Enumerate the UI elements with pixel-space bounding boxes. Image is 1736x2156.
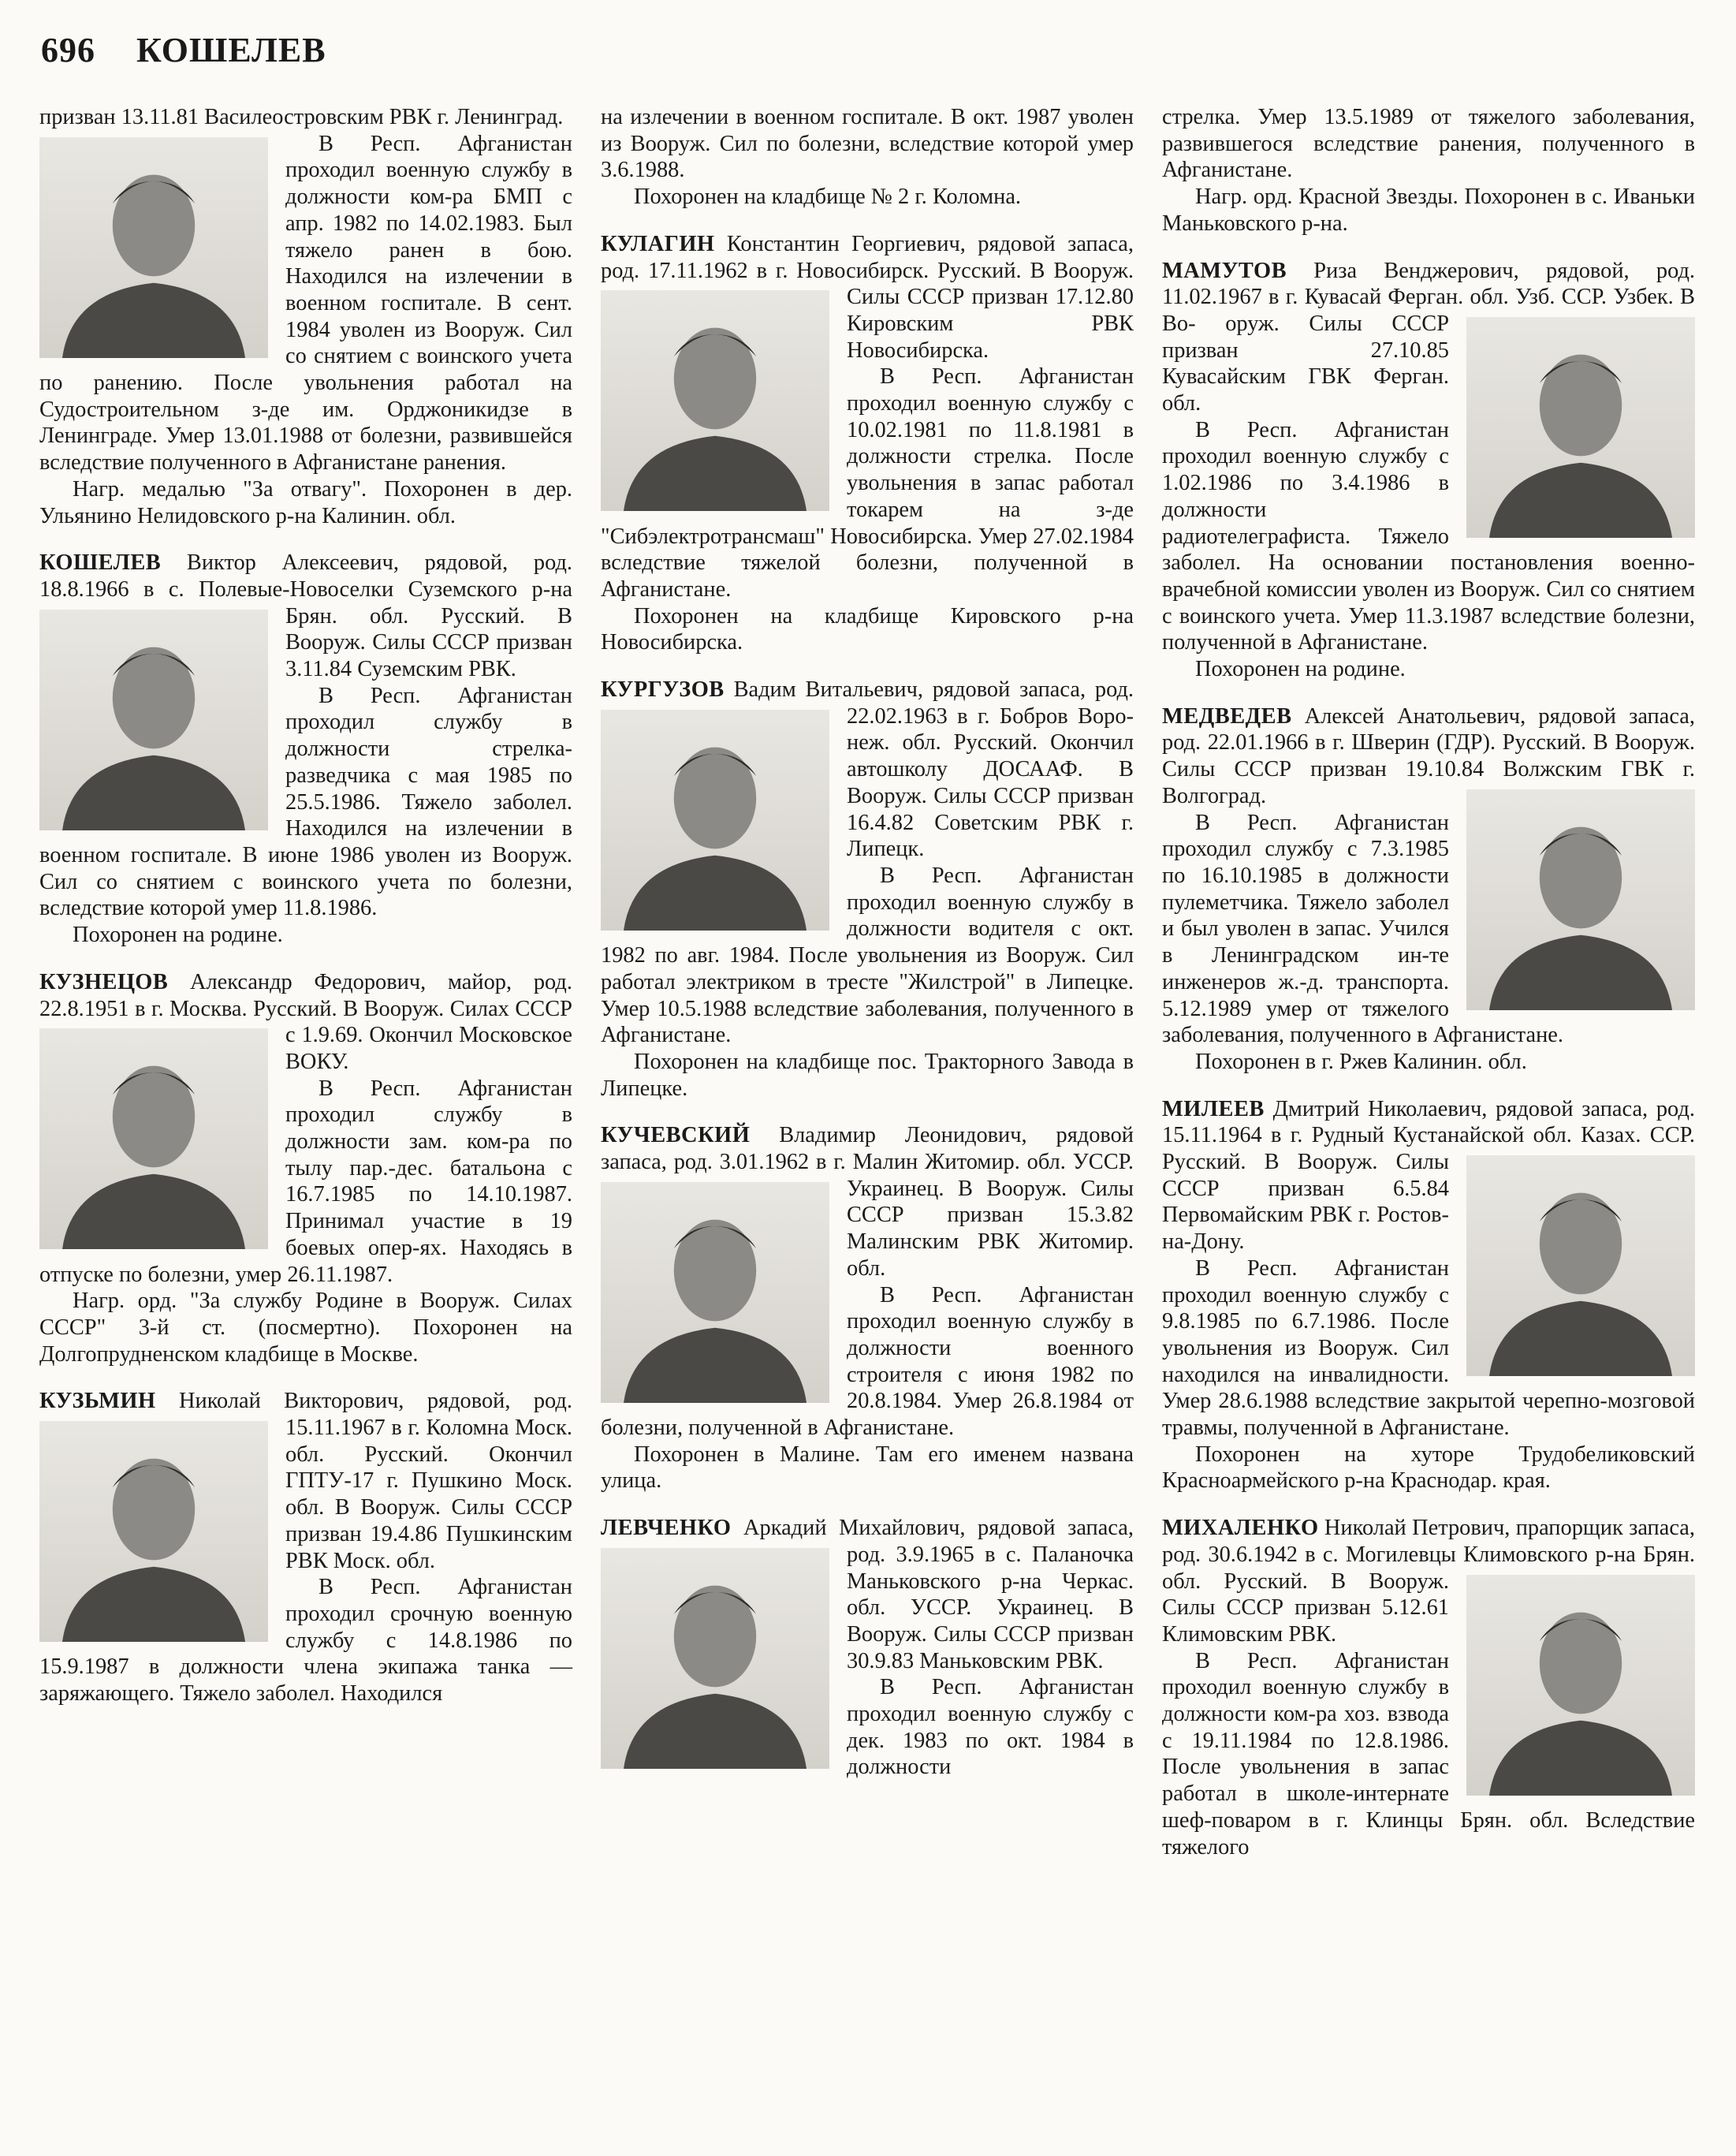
intro-text-continued: Брян. обл. Русский. В Вооруж. Силы СССР призван 5.12.61 Климовским РВК. [1162,1542,1695,1647]
intro-text: Владимир Леонидович, рядовой запаса, род. 3.01.1962 в г. Малин [601,1123,1134,1175]
intro-text: Александр Федорович, майор, род. 22.8.1951 в г. Москва. Русский. В Вооруж. [39,969,572,1021]
intro-text: стрелка. Умер 13.5.1989 от тяжелого заболевания, развившегося вследствие ранения, полученного в Афганистане. [1162,105,1695,183]
entry-paragraph: В Респ. Афганистан проходил службу в должности зам. ком-ра по тылу пар.-дес. батальона с 16.7.1985 по 14.10.1987. Принимал участие в 19 боевых опер-ях. Находясь в отпуске по болезни, умер 26.11.1987. [39,1076,572,1287]
entry-paragraph: В Респ. Афганистан проходил военную службу в должности ком-ра БМП с апр. 1982 по 14.02.1983. Был тяжело ранен в бою. Находился на излечении в военном госпитале. В сент. 1984 уволен из Вооруж. Сил со снятием с воинского учета по ранению. После увольнения работал на Судостроительном з-де им. Орджоникидзе в Ленинграде. Умер 13.01.1988 от болезни, развившейся вследствие полученного в Афганистане ранения. [39,131,572,476]
biography-entry [39,550,572,949]
intro-text-continued: Суземского р-на Брян. обл. Русский. В Вооруж. Силы СССР призван 3.11.84 Суземским РВК. [285,576,572,682]
surname: МАМУТОВ [1162,258,1287,283]
intro-text: Николай Петрович, прапорщик запаса, род. 30.6.1942 в с. Могилевцы Климовского р-на [1162,1516,1695,1567]
entry-paragraph: Похоронен на хуторе Трудобеликовский Красноармейского р-на Краснодар. края. [1162,1442,1695,1494]
intro-text-continued: обл. Русский. Окончил ГПТУ-17 г. Пушкино Моск. обл. В Вооруж. Силы СССР призван 19.4.86 Пушкинским РВК Моск. обл. [285,1442,572,1573]
portrait-photo [1466,1575,1695,1796]
intro-text: Вадим Витальевич, рядовой запаса, род. 22.02.1963 в г. Бобров Воро- [733,677,1134,729]
entry-paragraph: Похоронен на кладбище Кировского р-на Новосибирска. [601,603,1134,655]
entry-paragraph: Нагр. орд. "За службу Родине в Вооруж. Силах СССР" 3-й ст. (посмертно). Похоронен на Долгопрудненском кладбище в Москве. [39,1289,572,1367]
entry-intro [1162,104,1695,184]
portrait-photo [601,1182,829,1403]
entry-intro [1162,703,1695,810]
entry-intro [1162,1096,1695,1255]
intro-text: Аркадий Михайлович, рядовой [743,1516,1056,1541]
intro-text-continued: запаса, род. 3.9.1965 в с. Паланочка Маньковского р-на Черкас. обл. УССР. Украинец. В Вооруж. Силы СССР призван 30.9.83 Маньковским РВК. [847,1516,1134,1673]
intro-text: Дмитрий Николаевич, рядовой запаса, род. 15.11.1964 в г. Рудный Кустанайской обл. Казах. [1162,1096,1695,1148]
surname: ЛЕВЧЕНКО [601,1516,732,1541]
entry-paragraph: Похоронен на родине. [73,923,283,948]
column-3 [1162,104,1695,1860]
intro-text: на излечении в военном госпитале. В окт. 1987 уволен из Вооруж. Сил по болезни, вследствие которой умер 3.6.1988. [601,105,1134,183]
entry-intro [39,104,572,131]
biography-entry [1162,703,1695,1076]
biography-entry [39,1388,572,1707]
portrait-photo [1466,1155,1695,1376]
entry-paragraph: В Респ. Афганистан проходил военную службу с 10.02.1981 по 11.8.1981 в должности стрелка. После увольнения в запас работал токарем на з-де "Сибэлектротрансмаш" Новосибирска. Умер 27.02.1984 вследствие тяжелой болезни, полученной в Афганистане. [601,364,1134,602]
intro-text-continued: Силах СССР с 1.9.69. Окончил Московское ВОКУ. [285,996,572,1074]
portrait-photo [1466,317,1695,538]
biography-entry [601,231,1134,656]
biography-entry [601,1515,1134,1781]
entry-paragraph: В Респ. Афганистан проходил службу с 7.3.1985 по 16.10.1985 в должности пулеметчика. Тяжело заболел и был уволен в запас. Учился в Ленинградском ин-те инженеров ж.-д. транспорта. 5.12.1989 умер от тяжелого заболевания, полученного в Афганистане. [1162,810,1563,1048]
surname: КОШЕЛЕВ [39,550,162,576]
entry-intro [39,550,572,683]
surname: МИХАЛЕНКО [1162,1516,1319,1541]
entry-paragraph: В Респ. Афганистан проходил военную службу в должности водителя с окт. 1982 по авг. 1984. После увольнения из Вооруж. Сил работал электриком в тресте "Жилстрой" в Липецке. Умер 10.5.1988 вследствие заболевания, полученного в Афганистане. [601,863,1134,1048]
entry-intro [601,104,1134,184]
entry-paragraph: В Респ. Афганистан проходил срочную военную службу с 14.8.1986 по 15.9.1987 в должности члена экипажа танка — заряжающего. Тяжело заболел. Находился [39,1575,572,1707]
entry-intro [601,231,1134,364]
entry-paragraph: В Респ. Афганистан проходил военную службу в должности военного строителя с июня 1982 по 20.8.1984. Умер 26.8.1984 от болезни, полученной в Афганистане. [601,1282,1134,1441]
entry-paragraph: В Респ. Афганистан проходил военную службу с 1.02.1986 по 3.4.1986 в должности радиотелеграфиста. Тяжело заболел. На основании постановления военно-врачебной комиссии уволен из Вооруж. Сил со снятием с воинского учета. Умер 11.3.1987 вследствие болезни, полученной в Афганистане. [1162,417,1695,655]
entry-paragraph: Похоронен на кладбище № 2 г. Коломна. [634,185,1022,210]
entry-paragraph: Похоронен на родине. [1195,657,1406,682]
intro-text: Алексей Анатольевич, рядовой запаса, род. 22.01.1966 в г. Шверин (ГДР). Русский. В Вооруж. Силы СССР призван 19.10.84 Волжским ГВК г. Волгоград. [1162,703,1695,808]
intro-text: Николай Викторович, рядовой, род. 15.11.1967 в г. Коломна Моск. [179,1389,572,1441]
biography-entry [39,969,572,1368]
intro-text: призван 13.11.81 Василеостровским РВК г. Ленинград. [39,105,564,129]
intro-text: Риза Венджерович, рядовой, род. 11.02.1967 в г. Кувасай Ферган. обл. Узб. ССР. Узбек. В Во- [1162,258,1695,336]
surname: КУРГУЗОВ [601,677,725,703]
biography-entry [601,1122,1134,1494]
entry-intro [601,677,1134,863]
entry-paragraph: В Респ. Афганистан проходил военную службу с дек. 1983 по окт. 1984 в должности [847,1675,1134,1780]
entry-paragraph: Похоронен в г. Ржев Калинин. обл. [1195,1049,1527,1074]
entry-paragraph: Нагр. орд. Красной Звезды. Похоронен в с. Иваньки Маньковского р-на. [1162,185,1695,236]
entry-intro [1162,258,1695,417]
entry-continuation [39,104,572,529]
biography-entry [1162,1515,1695,1860]
surname: МЕДВЕДЕВ [1162,703,1292,729]
portrait-photo [601,710,829,931]
entry-paragraph: Нагр. медалью "За отвагу". Похоронен в дер. Ульянино Нелидовского р-на Калинин. обл. [39,476,572,528]
entry-continuation [601,104,1134,211]
portrait-photo [39,137,268,358]
portrait-photo [601,1548,829,1769]
intro-text: Константин Георгиевич, рядовой запаса, род. 17.11.1962 в г. Новосибирск. [601,231,1134,283]
portrait-photo [1466,789,1695,1010]
surname: КУЗНЕЦОВ [39,969,169,994]
intro-text-continued: неж. обл. Русский. Окончил автошколу ДОСААФ. В Вооруж. Силы СССР призван 16.4.82 Советским РВК г. Липецк. [847,730,1134,862]
page-header [41,30,326,70]
page-number: 696 [41,31,95,69]
portrait-photo [39,1028,268,1249]
biography-entry [601,677,1134,1102]
entry-intro [39,1388,572,1574]
surname: КУЛАГИН [601,231,715,256]
portrait-photo [601,290,829,511]
column-1 [39,104,572,1707]
entry-paragraph: В Респ. Афганистан проходил военную службу в должности ком-ра хоз. взвода с 19.11.1984 по 12.8.1986. После увольнения в запас работал в школе-интернате шеф-поваром в г. Клинцы Брян. обл. Вследствие тяжелого [1162,1648,1695,1859]
entry-paragraph: Похоронен на кладбище пос. Тракторного Завода в Липецке. [601,1049,1134,1101]
biography-entry [1162,258,1695,683]
intro-text-continued: оруж. Силы СССР призван 27.10.85 Кувасайским ГВК Ферган. обл. [1162,311,1449,416]
running-title: КОШЕЛЕВ [136,31,326,69]
intro-text-continued: Русский. В Вооруж. Силы СССР призван 17.12.80 Кировским РВК Новосибирска. [847,258,1134,363]
entry-continuation [1162,104,1695,237]
entry-intro [601,1515,1134,1674]
surname: КУЗЬМИН [39,1389,156,1414]
entry-intro [1162,1515,1695,1648]
surname: КУЧЕВСКИЙ [601,1123,751,1148]
entry-intro [601,1122,1134,1281]
entry-paragraph: В Респ. Афганистан проходил военную службу с 9.8.1985 по 6.7.1986. После увольнения из Вооруж. Сил находился на инвалидности. Умер 28.6.1988 вследствие закрытой черепно-мозговой травмы, полученной в Афганистане. [1162,1255,1695,1441]
portrait-photo [39,610,268,830]
entry-paragraph: Похоронен в Малине. Там его именем названа улица. [601,1442,1134,1494]
biography-entry [1162,1096,1695,1495]
intro-text-continued: Житомир. обл. УССР. Украинец. В Вооруж. Силы СССР призван 15.3.82 Малинским РВК Житомир. обл. [847,1150,1134,1281]
column-2 [601,104,1134,1781]
portrait-photo [39,1421,268,1642]
surname: МИЛЕЕВ [1162,1096,1265,1121]
entry-paragraph: В Респ. Афганистан проходил службу в должности стрелка-разведчика с мая 1985 по 25.5.1986. Тяжело заболел. Находился на излечении в военном госпитале. В июне 1986 уволен из Вооруж. Сил со снятием с воинского учета по болезни, вследствие которой умер 11.8.1986. [39,683,572,921]
intro-text-continued: ССР. Русский. В Вооруж. Силы СССР призван 6.5.84 Первомайским РВК г. Ростов-на-Дону. [1162,1123,1695,1255]
entry-intro [39,969,572,1076]
intro-text: Виктор Алексеевич, рядовой, род. 18.8.1966 в с. Полевые-Новоселки [39,550,572,602]
